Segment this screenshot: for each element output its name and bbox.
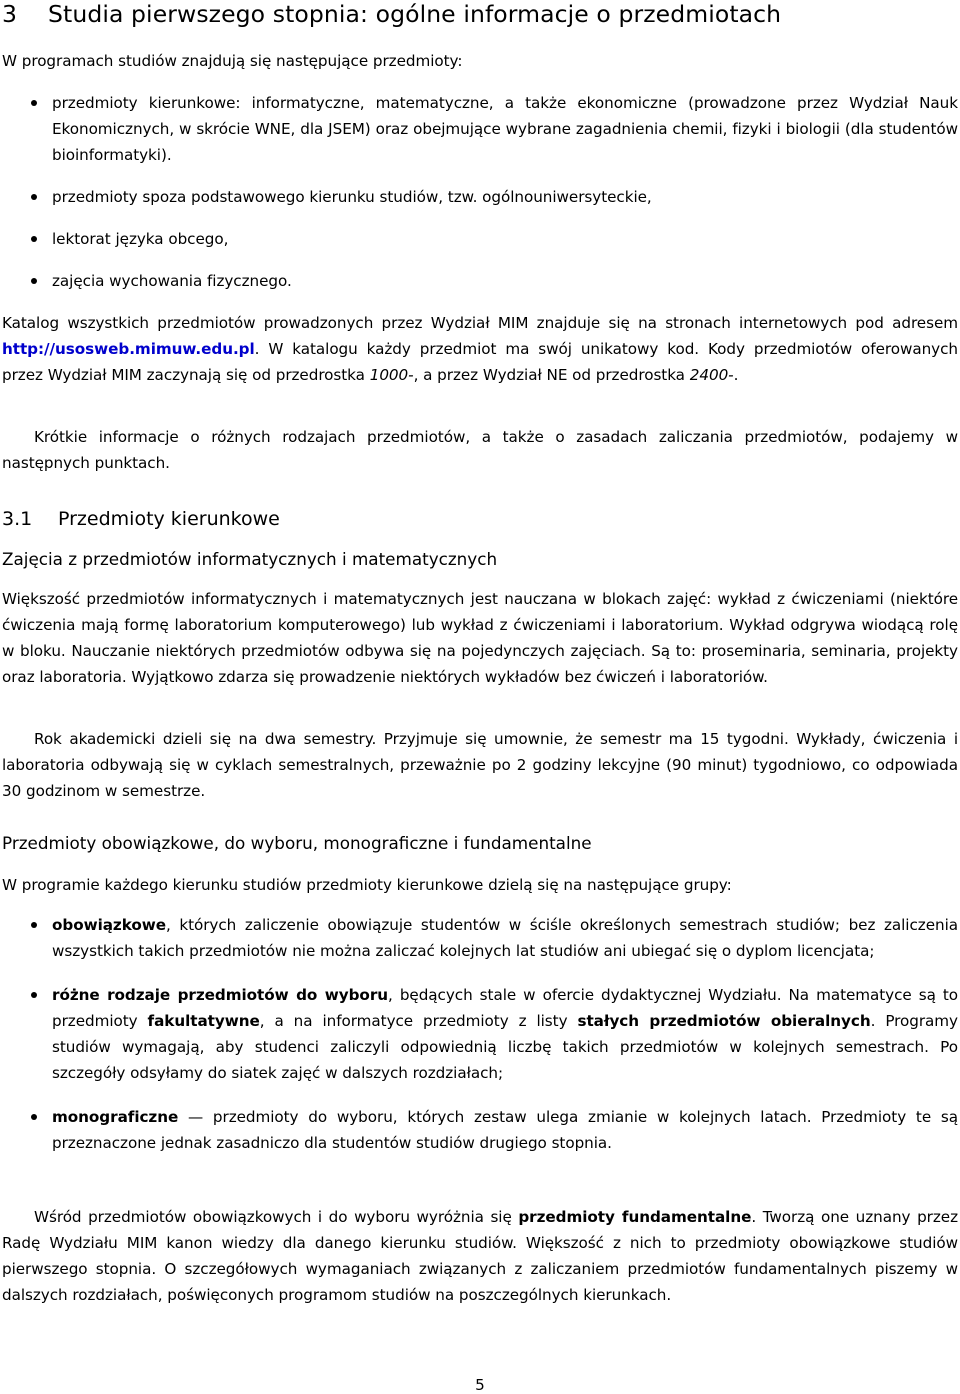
short-info-paragraph: Krótkie informacje o różnych rodzajach przedmiotów, a także o zasadach zaliczania przedmiotów, podajemy w następnych punktach. xyxy=(2,428,958,472)
bullet-icon xyxy=(31,278,37,284)
page-number: 5 xyxy=(475,1376,485,1394)
bullet-icon xyxy=(31,992,37,998)
catalog-text: . W katalogu każdy przedmiot ma swój unikatowy kod. Kody przedmiotów oferowanych przez Wydział MIM zaczynają się od przedrostka xyxy=(2,340,958,384)
bullet-icon xyxy=(31,922,37,928)
list-item-text: przedmioty kierunkowe: informatyczne, matematyczne, a także ekonomiczne (prowadzone przez Wydział Nauk Ekonomicznych, w skrócie WNE, dla JSEM) oraz obejmujące wybrane zagadnienia chemii, fizyki i biologii (dla studentów bioinformatyki). xyxy=(52,94,958,164)
subsection-title-text: Przedmioty kierunkowe xyxy=(58,508,280,530)
list-item xyxy=(2,912,958,964)
catalog-text: , a przez Wydział NE od przedrostka xyxy=(413,366,690,384)
list-item xyxy=(2,90,958,168)
catalog-prefix: 1000- xyxy=(369,366,414,384)
fundamental-text: Wśród przedmiotów obowiązkowych i do wyboru wyróżnia się xyxy=(34,1208,519,1226)
bullet-icon xyxy=(31,100,37,106)
list-item-text: — przedmioty do wyboru, których zestaw ulega zmianie w kolejnych latach. Przedmioty te są przeznaczone jednak zasadniczo dla studentów studiów drugiego stopnia. xyxy=(52,1108,958,1152)
subsection-number: 3.1 xyxy=(2,508,33,530)
list-item xyxy=(2,982,958,1086)
bullet-icon xyxy=(31,1114,37,1120)
section-title xyxy=(2,0,781,28)
catalog-text: Katalog wszystkich przedmiotów prowadzonych przez Wydział MIM znajduje się na stronach internetowych pod adresem xyxy=(2,314,958,332)
list-item-text: przedmioty spoza podstawowego kierunku studiów, tzw. ogólnouniwersyteckie, xyxy=(52,188,652,206)
intro-list xyxy=(2,90,958,294)
list-item-text: zajęcia wychowania fizycznego. xyxy=(52,272,292,290)
section-number: 3 xyxy=(2,0,18,28)
classes-paragraph-2: Rok akademicki dzieli się na dwa semestry. Przyjmuje się umownie, że semestr ma 15 tygodni. Wykłady, ćwiczenia i laboratoria odbywają się w cyklach semestralnych, przeważnie po 2 godziny lekcyjne (90 minut) tygodniowo, co odpowiada 30 godzinom w semestrze. xyxy=(2,730,958,800)
list-item-text: , a na informatyce przedmioty z listy xyxy=(259,1012,578,1030)
intro-paragraph: W programach studiów znajdują się następujące przedmioty: xyxy=(2,52,463,70)
catalog-link[interactable]: http://usosweb.mimuw.edu.pl xyxy=(2,340,255,358)
term-permanent-electives: stałych przedmiotów obieralnych xyxy=(577,1012,871,1030)
list-item xyxy=(2,1104,958,1156)
section-title-text: Studia pierwszego stopnia: ogólne informacje o przedmiotach xyxy=(48,0,782,28)
term-monographic: monograficzne xyxy=(52,1108,179,1126)
catalog-paragraph xyxy=(2,310,958,388)
term-optional: fakultatywne xyxy=(147,1012,260,1030)
term-mandatory: obowiązkowe xyxy=(52,916,166,934)
types-heading: Przedmioty obowiązkowe, do wyboru, monograficzne i fundamentalne xyxy=(2,833,592,853)
list-item xyxy=(2,184,958,210)
catalog-prefix: 2400- xyxy=(689,366,734,384)
classes-heading: Zajęcia z przedmiotów informatycznych i matematycznych xyxy=(2,549,498,569)
list-item-text: lektorat języka obcego, xyxy=(52,230,229,248)
fundamental-paragraph xyxy=(2,1204,958,1308)
list-item-text: , których zaliczenie obowiązuje studentów w ściśle określonych semestrach studiów; bez zaliczenia wszystkich takich przedmiotów nie można zaliczać kolejnych lat studiów ani ubiegać się o dyplom licencjata; xyxy=(52,916,958,960)
bullet-icon xyxy=(31,236,37,242)
subsection-title xyxy=(2,506,280,532)
fundamental-text: . Tworzą one uznany przez Radę Wydziału MIM kanon wiedzy dla danego kierunku studiów. Większość z nich to przedmioty obowiązkowe studiów pierwszego stopnia. O szczegółowych wymaganiach związanych z zaliczaniem przedmiotów fundamentalnych piszemy w dalszych rozdziałach, poświęconych programom studiów na poszczególnych kierunkach. xyxy=(2,1208,958,1304)
term-fundamental: przedmioty fundamentalne xyxy=(518,1208,752,1226)
list-item xyxy=(2,268,958,294)
types-intro-paragraph: W programie każdego kierunku studiów przedmioty kierunkowe dzielą się na następujące grupy: xyxy=(2,876,732,894)
list-item xyxy=(2,226,958,252)
classes-paragraph-1: Większość przedmiotów informatycznych i matematycznych jest nauczana w blokach zajęć: wykład z ćwiczeniami (niektóre ćwiczenia mają formę laboratorium komputerowego) lub wykład z ćwiczeniami i laboratorium. Wykład odgrywa wiodącą rolę w bloku. Nauczanie niektórych przedmiotów odbywa się na pojedynczych zajęciach. Są to: proseminaria, seminaria, projekty oraz laboratoria. Wyjątkowo zdarza się prowadzenie niektórych wykładów bez ćwiczeń i laboratoriów. xyxy=(2,590,958,686)
term-elective: różne rodzaje przedmiotów do wyboru xyxy=(52,986,389,1004)
catalog-text: . xyxy=(733,366,739,384)
types-list xyxy=(2,912,958,1156)
list-item-text: . Programy studiów wymagają, aby studenci zaliczyli odpowiednią liczbę takich przedmiotów w kolejnych semestrach. Po szczegóły odsyłamy do siatek zajęć w dalszych rozdziałach; xyxy=(52,1012,958,1082)
bullet-icon xyxy=(31,194,37,200)
list-item-text: , będących stale w ofercie dydaktycznej Wydziału. Na matematyce są to przedmioty xyxy=(52,986,959,1030)
